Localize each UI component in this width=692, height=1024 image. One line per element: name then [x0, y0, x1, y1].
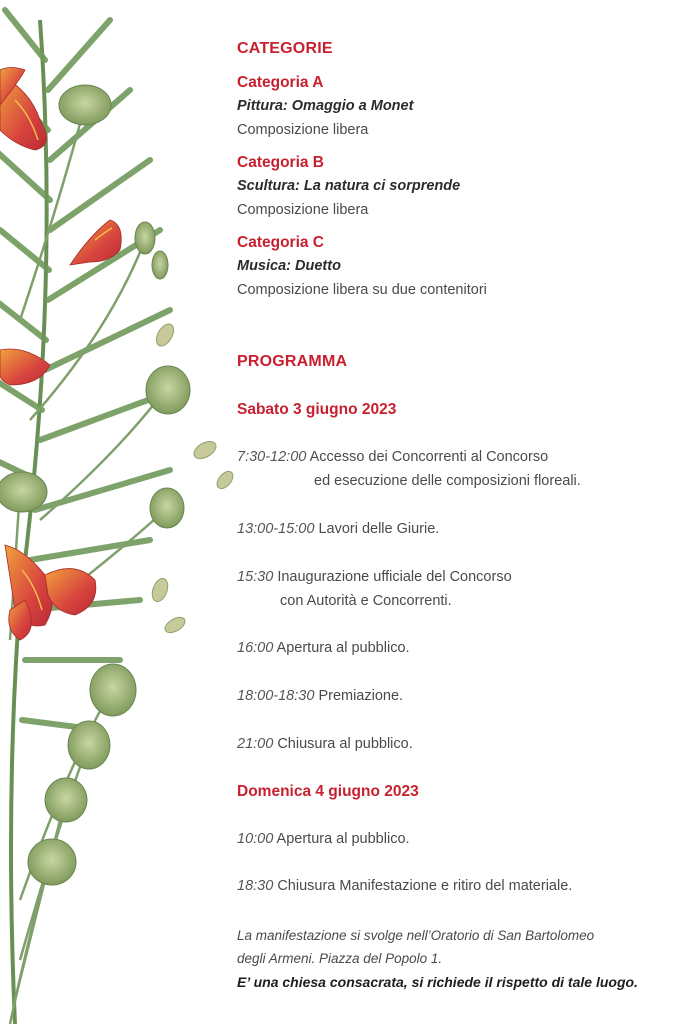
event-continuation: con Autorità e Concorrenti.: [280, 593, 452, 609]
category-c-theme: Musica: Duetto: [237, 258, 341, 274]
category-a-description: Composizione libera: [237, 122, 369, 138]
event-text: Accesso dei Concorrenti al Concorso: [309, 449, 549, 465]
category-b-theme: Scultura: La natura ci sorprende: [237, 178, 461, 194]
event-continuation: ed esecuzione delle composizioni floreali.: [314, 473, 581, 489]
day-1-date: Sabato 3 giugno 2023: [237, 401, 397, 418]
event-text: Inaugurazione ufficiale del Concorso: [277, 569, 512, 585]
category-c-name: Categoria C: [237, 234, 324, 251]
event-text: Apertura al pubblico.: [276, 640, 410, 656]
event-row: [237, 449, 548, 465]
day-2-date: Domenica 4 giugno 2023: [237, 783, 419, 800]
event-text: Chiusura al pubblico.: [277, 736, 413, 752]
event-text: Apertura al pubblico.: [276, 831, 410, 847]
event-row: [237, 521, 439, 537]
event-row: [237, 640, 410, 656]
event-time: 16:00: [237, 640, 274, 656]
event-row: [237, 831, 410, 847]
event-time: 18:00-18:30: [237, 688, 315, 704]
event-row: [237, 736, 413, 752]
event-row: [237, 878, 572, 894]
event-row: [237, 569, 512, 585]
event-time: 10:00: [237, 831, 274, 847]
venue-note-line-2: degli Armeni. Piazza del Popolo 1.: [237, 951, 443, 966]
programma-heading: PROGRAMMA: [237, 353, 348, 370]
event-time: 13:00-15:00: [237, 521, 315, 537]
categorie-heading: CATEGORIE: [237, 40, 333, 57]
category-a-name: Categoria A: [237, 74, 324, 91]
category-b-name: Categoria B: [237, 154, 324, 171]
event-time: 21:00: [237, 736, 274, 752]
event-time: 18:30: [237, 878, 274, 894]
event-text: Premiazione.: [318, 688, 404, 704]
category-c-description: Composizione libera su due contenitori: [237, 282, 487, 298]
event-text: Lavori delle Giurie.: [318, 521, 440, 537]
category-b-description: Composizione libera: [237, 202, 369, 218]
floral-decoration: [0, 0, 250, 1024]
event-row: [237, 688, 403, 704]
event-text: Chiusura Manifestazione e ritiro del materiale.: [277, 878, 573, 894]
venue-note-line-1: La manifestazione si svolge nell’Oratorio di San Bartolomeo: [237, 928, 595, 943]
event-time: 7:30-12:00: [237, 449, 307, 465]
respect-warning: E’ una chiesa consacrata, si richiede il rispetto di tale luogo.: [237, 974, 638, 990]
event-time: 15:30: [237, 569, 274, 585]
category-a-theme: Pittura: Omaggio a Monet: [237, 98, 414, 114]
